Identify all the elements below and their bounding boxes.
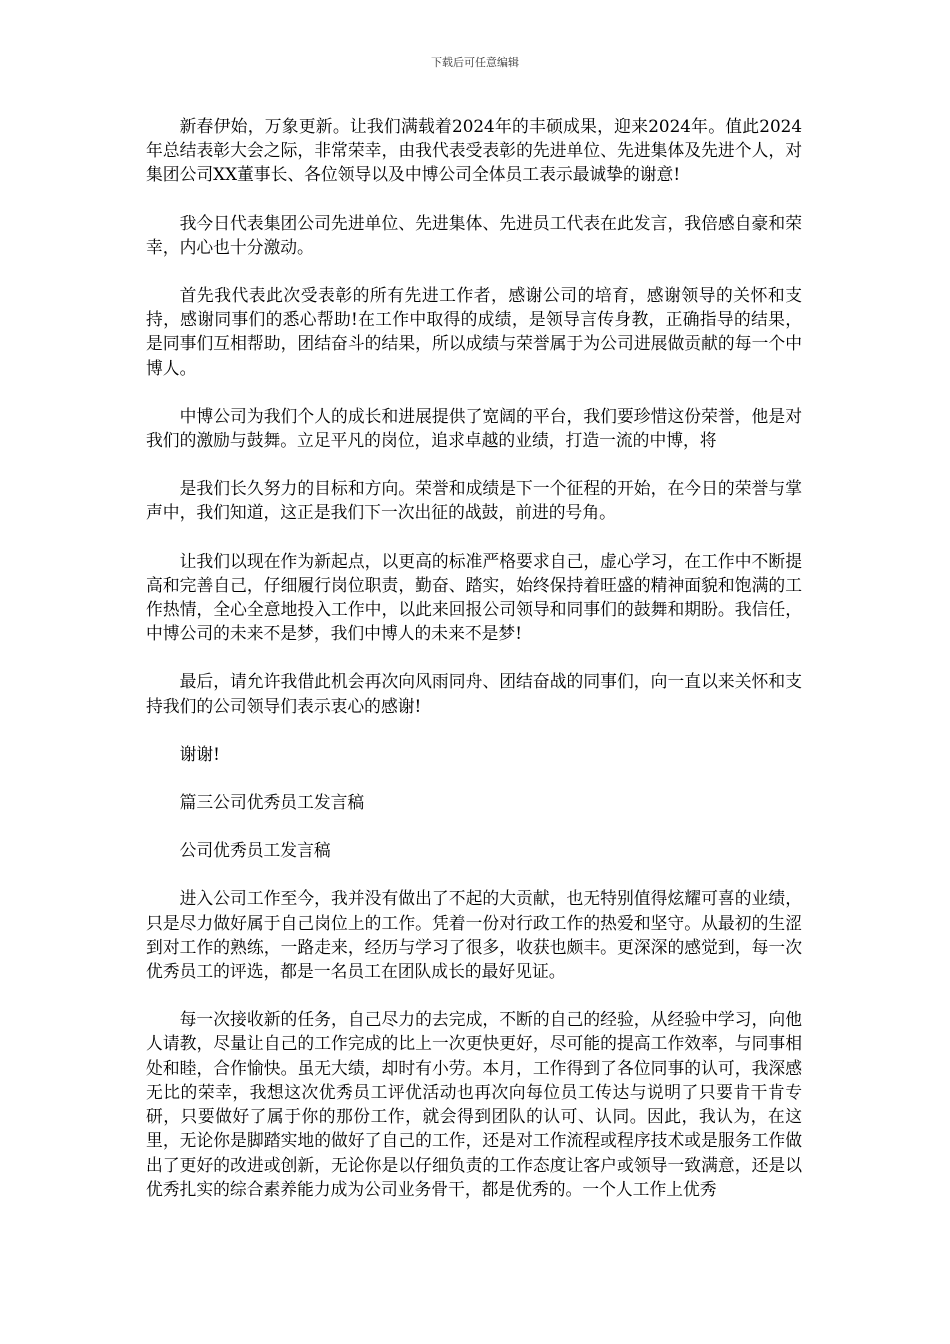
speech-title: 公司优秀员工发言稿 <box>179 840 331 861</box>
paragraph-goal: 是我们长久努力的目标和方向。荣誉和成绩是下一个征程的开始，在今日的荣誉与掌声中，我们知道，这正是我们下一次出征的战鼓，前进的号角。 <box>146 478 802 523</box>
paragraph-thanks-company: 首先我代表此次受表彰的所有先进工作者，感谢公司的培育，感谢领导的关怀和支持，感谢同事们的悉心帮助!在工作中取得的成绩，是领导言传身教，正确指导的结果，是同事们互相帮助，团结奋斗的结果，所以成绩与荣誉属于为公司进展做贡献的每一个中博人。 <box>146 285 802 378</box>
document-body <box>146 114 802 1201</box>
paragraph-thank-you: 谢谢! <box>179 743 220 764</box>
paragraph-new-start: 让我们以现在作为新起点，以更高的标准严格要求自己，虚心学习，在工作中不断提高和完善自己，仔细履行岗位职责，勤奋、踏实，始终保持着旺盛的精神面貌和饱满的工作热情，全心全意地投入工作中，以此来回报公司领导和同事们的鼓舞和期盼。我信任，中博公司的未来不是梦，我们中博人的未来不是梦! <box>146 550 802 644</box>
paragraph-new-tasks: 每一次接收新的任务，自己尽力的去完成，不断的自己的经验，从经验中学习，向他人请教，尽量让自己的工作完成的比上一次更快更好，尽可能的提高工作效率，与同事相处和睦，合作愉快。虽无大绩，却时有小劳。本月，工作得到了各位同事的认可，我深感无比的荣幸，我想这次优秀员工评优活动也再次向每位员工传达与说明了只要肯干肯专研，只要做好了属于你的那份工作，就会得到团队的认可、认同。因此，我认为，在这里，无论你是脚踏实地的做好了自己的工作，还是对工作流程或程序技术或是服务工作做出了更好的改进或创新，无论你是以仔细负责的工作态度让客户或领导一致满意，还是以优秀扎实的综合素养能力成为公司业务骨干，都是优秀的。一个人工作上优秀 <box>146 1009 802 1199</box>
paragraph-representative: 我今日代表集团公司先进单位、先进集体、先进员工代表在此发言，我倍感自豪和荣幸，内心也十分激动。 <box>146 212 802 257</box>
paragraph-new-year: 新春伊始，万象更新。让我们满载着2024年的丰硕成果，迎来2024年。值此2024年总结表彰大会之际，非常荣幸，由我代表受表彰的先进单位、先进集体及先进个人，对集团公司XX董事长、各位领导以及中博公司全体员工表示最诚挚的谢意! <box>146 116 802 185</box>
paragraph-platform: 中博公司为我们个人的成长和进展提供了宽阔的平台，我们要珍惜这份荣誉，他是对我们的激励与鼓舞。立足平凡的岗位，追求卓越的业绩，打造一流的中博，将 <box>146 405 802 451</box>
paragraph-final-thanks: 最后，请允许我借此机会再次向风雨同舟、团结奋战的同事们，向一直以来关怀和支持我们的公司领导们表示衷心的感谢! <box>146 671 802 716</box>
paragraph-joining-company: 进入公司工作至今，我并没有做出了不起的大贡献，也无特别值得炫耀可喜的业绩，只是尽力做好属于自己岗位上的工作。凭着一份对行政工作的热爱和坚守。从最初的生涩到对工作的熟练，一路走来，经历与学习了很多，收获也颇丰。更深深的感觉到，每一次优秀员工的评选，都是一名员工在团队成长的最好见证。 <box>146 888 802 982</box>
section-heading: 篇三公司优秀员工发言稿 <box>179 792 365 813</box>
page-header-note: 下载后可任意编辑 <box>431 56 519 69</box>
